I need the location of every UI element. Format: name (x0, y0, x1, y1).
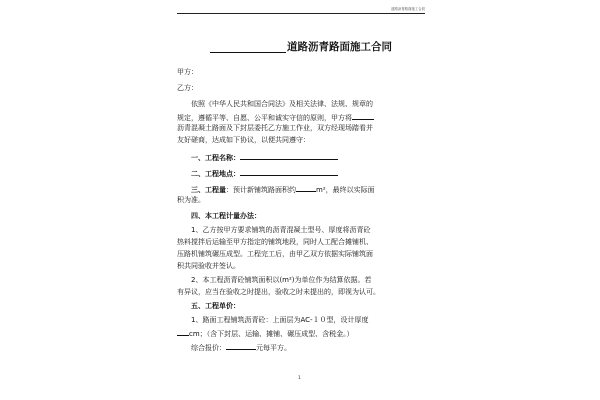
title-blank-line (210, 40, 286, 53)
quote-unit: 元每平方。 (256, 344, 291, 352)
section-2 (191, 168, 439, 179)
preamble-blank (352, 112, 374, 120)
page-number: 1 (298, 376, 301, 381)
section-5-item-1-line-2 (177, 328, 425, 339)
quote-line (191, 342, 439, 353)
quote-blank (226, 342, 256, 350)
document-title (210, 40, 392, 53)
preamble-line-1: 依照《中华人民共和国合同法》及相关法律、法规、规章的 (191, 100, 373, 108)
area-blank (296, 184, 316, 192)
preamble-line-2-text: 规定，遵循平等、自愿、公平和诚实守信的原则，甲方将 (177, 114, 352, 122)
project-location-blank (240, 168, 338, 176)
section-5-item-1-line-2-text: （含下封层、运输、摊铺、碾压成型、含税金。） (206, 330, 354, 338)
preamble-line-3: 沥青混凝土路面及下封层委托乙方施工作业，双方经现场踏看并 (177, 124, 373, 132)
section-4-item-2-line-2: 有异议，应当在验收之时提出，验收之时未提出的，即视为认可。 (177, 288, 380, 296)
thickness-blank (177, 328, 189, 336)
project-name-blank (240, 152, 338, 160)
quote-label: 综合报价： (191, 344, 226, 352)
running-header: 道路沥青路面施工合同 (391, 7, 425, 11)
section-4-item-1-line-4: 积共同验收并签认。 (177, 262, 240, 270)
thickness-unit: cm； (189, 330, 207, 338)
section-4-item-1-line-3: 压路机铺筑碾压成型。工程完工后，由甲乙双方依据实际铺筑面 (177, 250, 373, 258)
header-divider (177, 13, 425, 14)
section-4-label: 四、本工程计量办法： (191, 212, 261, 220)
title-text: 道路沥青路面施工合同 (287, 41, 392, 53)
section-5-label: 五、工程单价： (191, 302, 240, 310)
preamble-line-4: 友好磋商，达成如下协议，以便共同遵守： (177, 136, 310, 144)
section-3-text-before: ：预计新铺筑路面积约 (226, 186, 296, 194)
section-1-label: 一、工程名称： (191, 154, 240, 162)
party-b-label: 乙方： (177, 84, 198, 92)
section-3-unit: m² (316, 186, 326, 194)
section-4-item-1-line-2: 热料搅拌后运输至甲方指定的铺筑地段，同时人工配合摊铺机、 (177, 238, 373, 246)
section-3-label: 三、工程量 (191, 186, 226, 194)
preamble-line-2 (177, 112, 425, 123)
section-2-label: 二、工程地点： (191, 170, 240, 178)
section-1 (191, 152, 439, 163)
section-4-item-2-line-1: 2、本工程沥青砼铺筑面积以(m²)为单位作为结算依据。若 (191, 276, 372, 284)
section-3-text-after: ，最终以实际面 (325, 186, 375, 194)
section-3 (191, 184, 439, 195)
document-page (177, 6, 425, 394)
section-5-item-1-line-1: 1、路面工程铺筑沥青砼：上面层为AC-１０型，设计厚度 (191, 316, 369, 324)
section-4-item-1-line-1: 1、乙方按甲方要求铺筑的沥青混凝土型号、厚度将沥青砼 (191, 226, 371, 234)
party-a-label: 甲方： (177, 68, 198, 76)
section-3-line-2: 积为准。 (177, 196, 205, 204)
